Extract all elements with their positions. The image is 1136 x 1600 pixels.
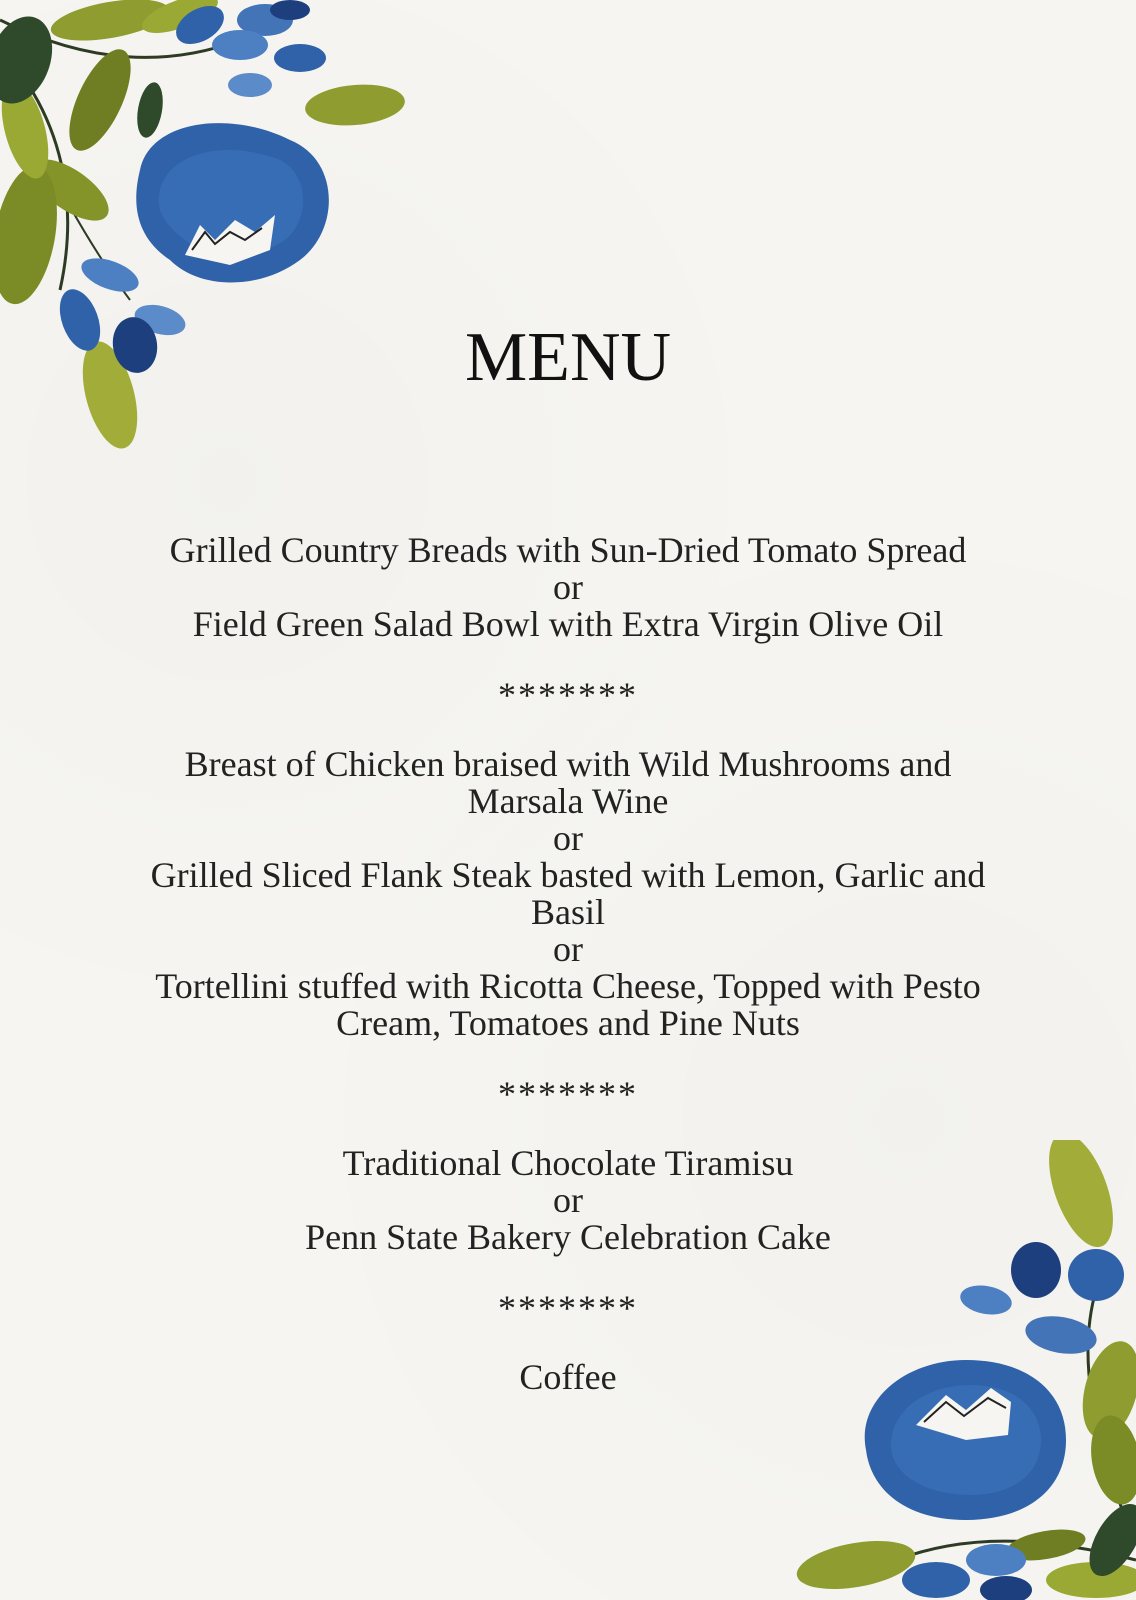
course-starters bbox=[60, 532, 1076, 643]
floral-decoration-top-left bbox=[0, 0, 420, 470]
or-divider: or bbox=[553, 929, 583, 969]
course-separator: ******* bbox=[498, 1074, 638, 1114]
or-divider: or bbox=[553, 818, 583, 858]
menu-line: Traditional Chocolate Tiramisu bbox=[342, 1143, 794, 1183]
menu-line: Grilled Sliced Flank Steak basted with Lemon, Garlic and bbox=[150, 855, 986, 895]
menu-line: Penn State Bakery Celebration Cake bbox=[305, 1217, 831, 1257]
menu-title: MENU bbox=[464, 319, 672, 396]
course-separator: ******* bbox=[498, 675, 638, 715]
menu-line: Breast of Chicken braised with Wild Mushrooms and bbox=[184, 744, 952, 784]
course-desserts bbox=[60, 1145, 1076, 1256]
menu-line: Basil bbox=[530, 892, 605, 932]
menu-line: Grilled Country Breads with Sun-Dried Tomato Spread bbox=[169, 530, 967, 570]
menu-line: Tortellini stuffed with Ricotta Cheese, Topped with Pesto bbox=[155, 966, 981, 1006]
or-divider: or bbox=[553, 1180, 583, 1220]
course-mains bbox=[60, 746, 1076, 1042]
course-separator: ******* bbox=[498, 1288, 638, 1328]
menu-body bbox=[60, 532, 1076, 1396]
or-divider: or bbox=[553, 567, 583, 607]
menu-line: Marsala Wine bbox=[467, 781, 669, 821]
coffee-line: Coffee bbox=[519, 1357, 617, 1397]
menu-line: Field Green Salad Bowl with Extra Virgin Olive Oil bbox=[192, 604, 944, 644]
menu-line: Cream, Tomatoes and Pine Nuts bbox=[336, 1003, 800, 1043]
